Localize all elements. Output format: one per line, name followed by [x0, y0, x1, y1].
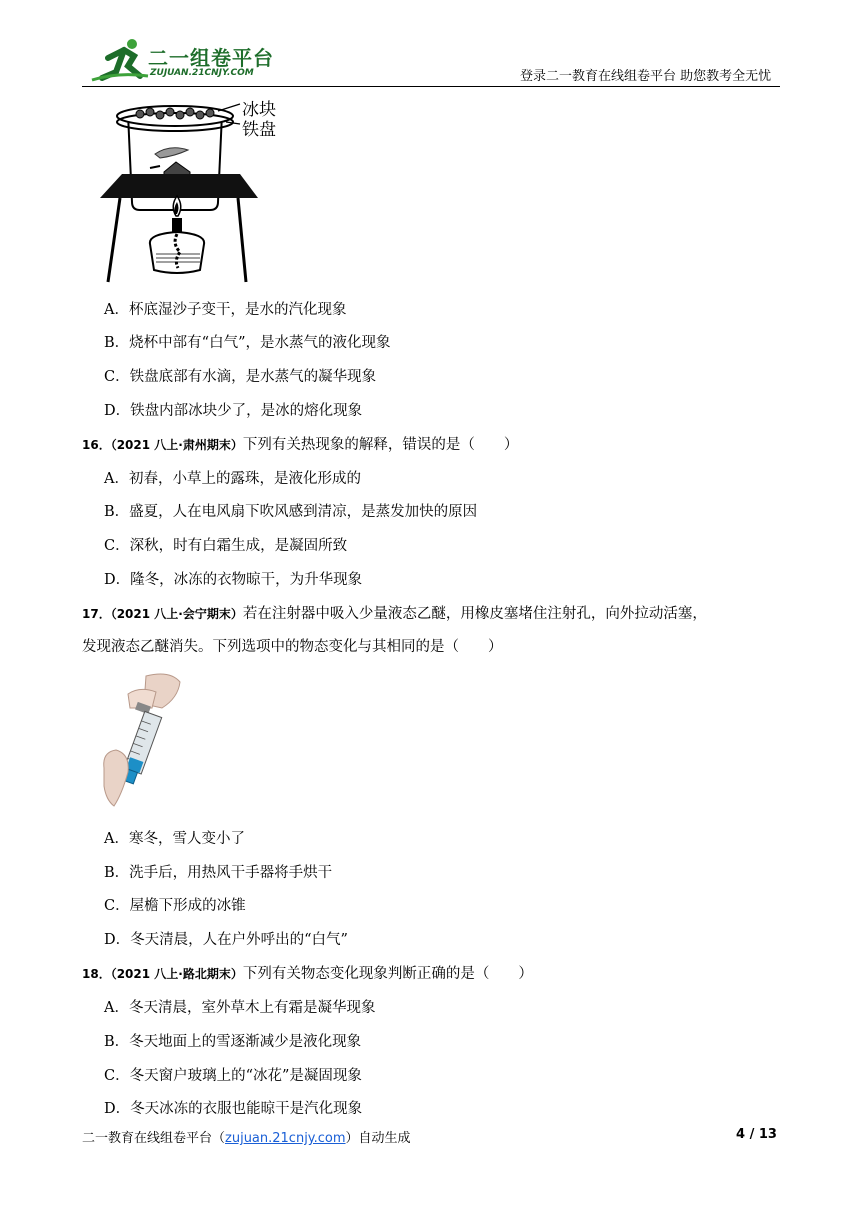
q17-option-b: B．洗手后，用热风干手器将手烘干 [104, 865, 333, 881]
q17-text-line1: 若在注射器中吸入少量液态乙醚，用橡皮塞堵住注射孔，向外拉动活塞， [242, 606, 707, 622]
q18-option-a: A．冬天清晨，室外草木上有霜是凝华现象 [104, 1000, 376, 1016]
q16-stem [82, 433, 518, 454]
q16-option-d: D．隆冬，冰冻的衣物晾干，为升华现象 [104, 572, 363, 588]
syringe-figure [100, 668, 186, 810]
figure-label-tray: 铁盘 [242, 120, 276, 140]
q16-option-b: B．盛夏，人在电风扇下吹风感到清凉，是蒸发加快的原因 [104, 504, 478, 520]
q15-option-a: A．杯底湿沙子变干，是水的汽化现象 [104, 302, 347, 318]
q15-option-d: D．铁盘内部冰块少了，是冰的熔化现象 [104, 403, 363, 419]
q17-source: （2021 八上·会宁期末） [110, 607, 243, 621]
page-number: 4 / 13 [736, 1127, 777, 1142]
q18-stem [82, 962, 533, 983]
footer-source [82, 1127, 411, 1146]
q17-option-d: D．冬天清晨，人在户外呼出的“白气” [104, 932, 348, 948]
q16-text: 下列有关热现象的解释，错误的是（ ） [242, 437, 519, 453]
q17-stem [82, 602, 707, 623]
q15-option-b: B．烧杯中部有“白气”，是水蒸气的液化现象 [104, 335, 391, 351]
footer-link[interactable]: zujuan.21cnjy.com [225, 1131, 346, 1146]
q17-option-c: C．屋檐下形成的冰锥 [104, 898, 246, 914]
q18-text: 下列有关物态变化现象判断正确的是（ ） [242, 966, 533, 982]
header-divider [82, 86, 780, 87]
figure-label-ice: 冰块 [242, 100, 276, 120]
q16-option-a: A．初春，小草上的露珠，是液化形成的 [104, 471, 361, 487]
q18-option-d: D．冬天冰冻的衣服也能晾干是汽化现象 [104, 1101, 363, 1117]
footer-prefix: 二一教育在线组卷平台（ [82, 1131, 226, 1146]
footer-suffix: ）自动生成 [345, 1131, 411, 1146]
q16-source: （2021 八上·肃州期末） [110, 438, 243, 452]
logo-title: 二一组卷平台 [148, 46, 274, 70]
q16-option-c: C．深秋，时有白霜生成，是凝固所致 [104, 538, 348, 554]
q15-option-c: C．铁盘底部有水滴，是水蒸气的凝华现象 [104, 369, 377, 385]
q17-option-a: A．寒冬，雪人变小了 [104, 831, 245, 847]
q18-source: （2021 八上·路北期末） [110, 967, 243, 981]
logo-subtitle: ZUJUAN.21CNJY.COM [150, 68, 254, 78]
q18-option-b: B．冬天地面上的雪逐渐减少是液化现象 [104, 1034, 362, 1050]
q17-text-line2: 发现液态乙醚消失。下列选项中的物态变化与其相同的是（ ） [82, 639, 503, 655]
header-slogan: 登录二一教育在线组卷平台 助您教考全无忧 [520, 69, 772, 84]
q18-option-c: C．冬天窗户玻璃上的“冰花”是凝固现象 [104, 1068, 362, 1084]
q17-number: 17． [82, 607, 111, 621]
q18-number: 18． [82, 967, 111, 981]
q16-number: 16． [82, 438, 111, 452]
